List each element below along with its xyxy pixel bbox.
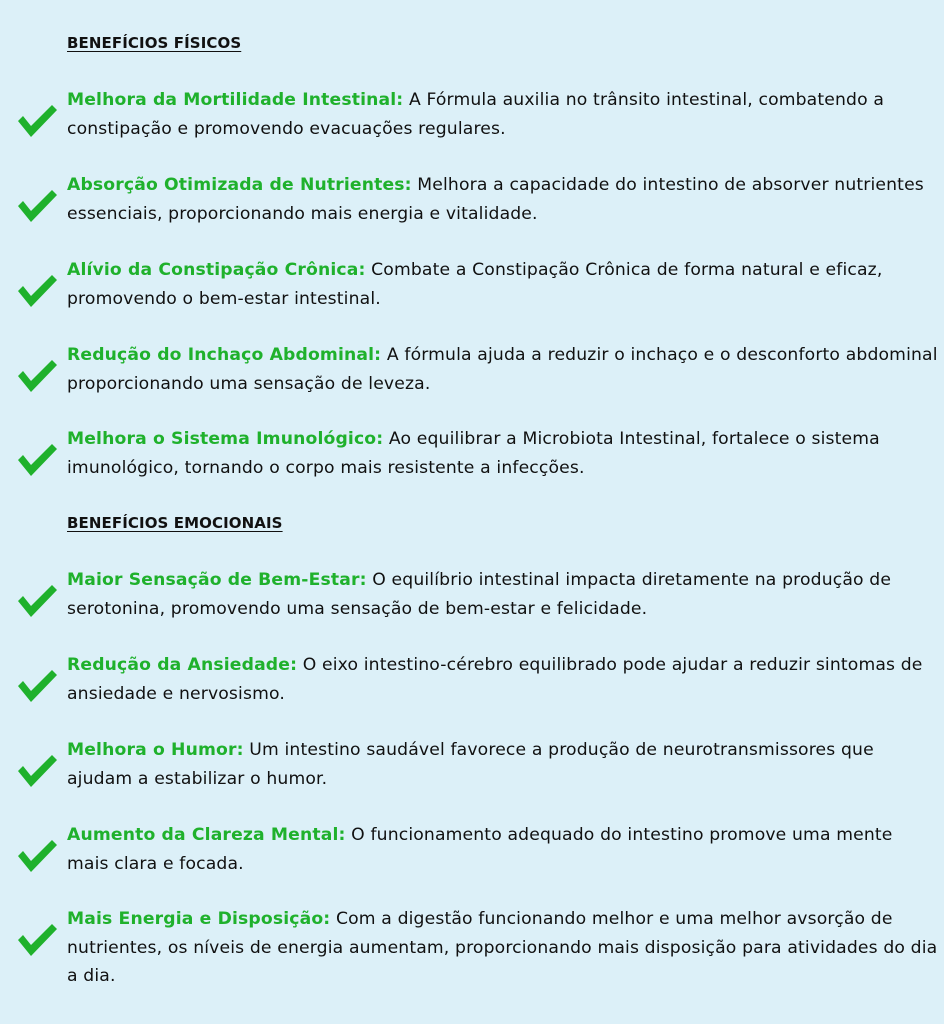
benefit-description: O funcionamento adequado do intestino promove uma mente mais clara e focada. [67, 825, 893, 874]
benefit-text [67, 651, 939, 708]
benefit-description: Melhora a capacidade do intestino de absorver nutrientes essenciais, proporcionando mais energia e vitalidade. [67, 175, 924, 224]
benefit-title: Alívio da Constipação Crônica: [67, 260, 366, 280]
benefit-title: Melhora o Sistema Imunológico: [67, 429, 384, 449]
benefit-text [67, 425, 939, 482]
benefit-description: A Fórmula auxilia no trânsito intestinal, combatendo a constipação e promovendo evacuações regulares. [67, 90, 885, 139]
benefit-text [67, 86, 939, 143]
benefit-text [67, 821, 939, 878]
check-icon [16, 754, 58, 788]
benefit-text [67, 171, 939, 228]
heading-physical-benefits: BENEFÍCIOS FÍSICOS [67, 34, 242, 52]
check-icon [16, 359, 58, 393]
benefit-text [67, 256, 939, 313]
benefit-title: Melhora o Humor: [67, 740, 244, 760]
benefit-description: Ao equilibrar a Microbiota Intestinal, fortalece o sistema imunológico, tornando o corpo mais resistente a infecções. [67, 429, 880, 478]
check-icon [16, 104, 58, 138]
check-icon [16, 839, 58, 873]
benefit-text [67, 341, 939, 398]
benefit-description: O eixo intestino-cérebro equilibrado pode ajudar a reduzir sintomas de ansiedade e nervosismo. [67, 655, 923, 704]
benefit-description: O equilíbrio intestinal impacta diretamente na produção de serotonina, promovendo uma sensação de bem-estar e felicidade. [67, 570, 892, 619]
benefit-text [67, 736, 939, 793]
benefit-title: Melhora da Mortilidade Intestinal: [67, 90, 404, 110]
heading-emotional-benefits: BENEFÍCIOS EMOCIONAIS [67, 514, 283, 532]
benefit-description: Combate a Constipação Crônica de forma natural e eficaz, promovendo o bem-estar intestinal. [67, 260, 883, 309]
benefit-title: Mais Energia e Disposição: [67, 909, 331, 929]
check-icon [16, 274, 58, 308]
benefit-description: Com a digestão funcionando melhor e uma melhor avsorção de nutrientes, os níveis de energia aumentam, proporcionando mais disposição para atividades do dia a dia. [67, 909, 938, 986]
check-icon [16, 669, 58, 703]
check-icon [16, 443, 58, 477]
benefit-description: Um intestino saudável favorece a produção de neurotransmissores que ajudam a estabilizar o humor. [67, 740, 874, 789]
benefit-title: Redução do Inchaço Abdominal: [67, 345, 382, 365]
benefit-text [67, 566, 939, 623]
check-icon [16, 923, 58, 957]
benefit-description: A fórmula ajuda a reduzir o inchaço e o desconforto abdominal proporcionando uma sensação de leveza. [67, 345, 938, 394]
benefit-title: Aumento da Clareza Mental: [67, 825, 346, 845]
benefit-title: Absorção Otimizada de Nutrientes: [67, 175, 412, 195]
benefit-title: Redução da Ansiedade: [67, 655, 298, 675]
benefit-title: Maior Sensação de Bem-Estar: [67, 570, 367, 590]
benefit-text [67, 905, 939, 991]
check-icon [16, 189, 58, 223]
check-icon [16, 584, 58, 618]
